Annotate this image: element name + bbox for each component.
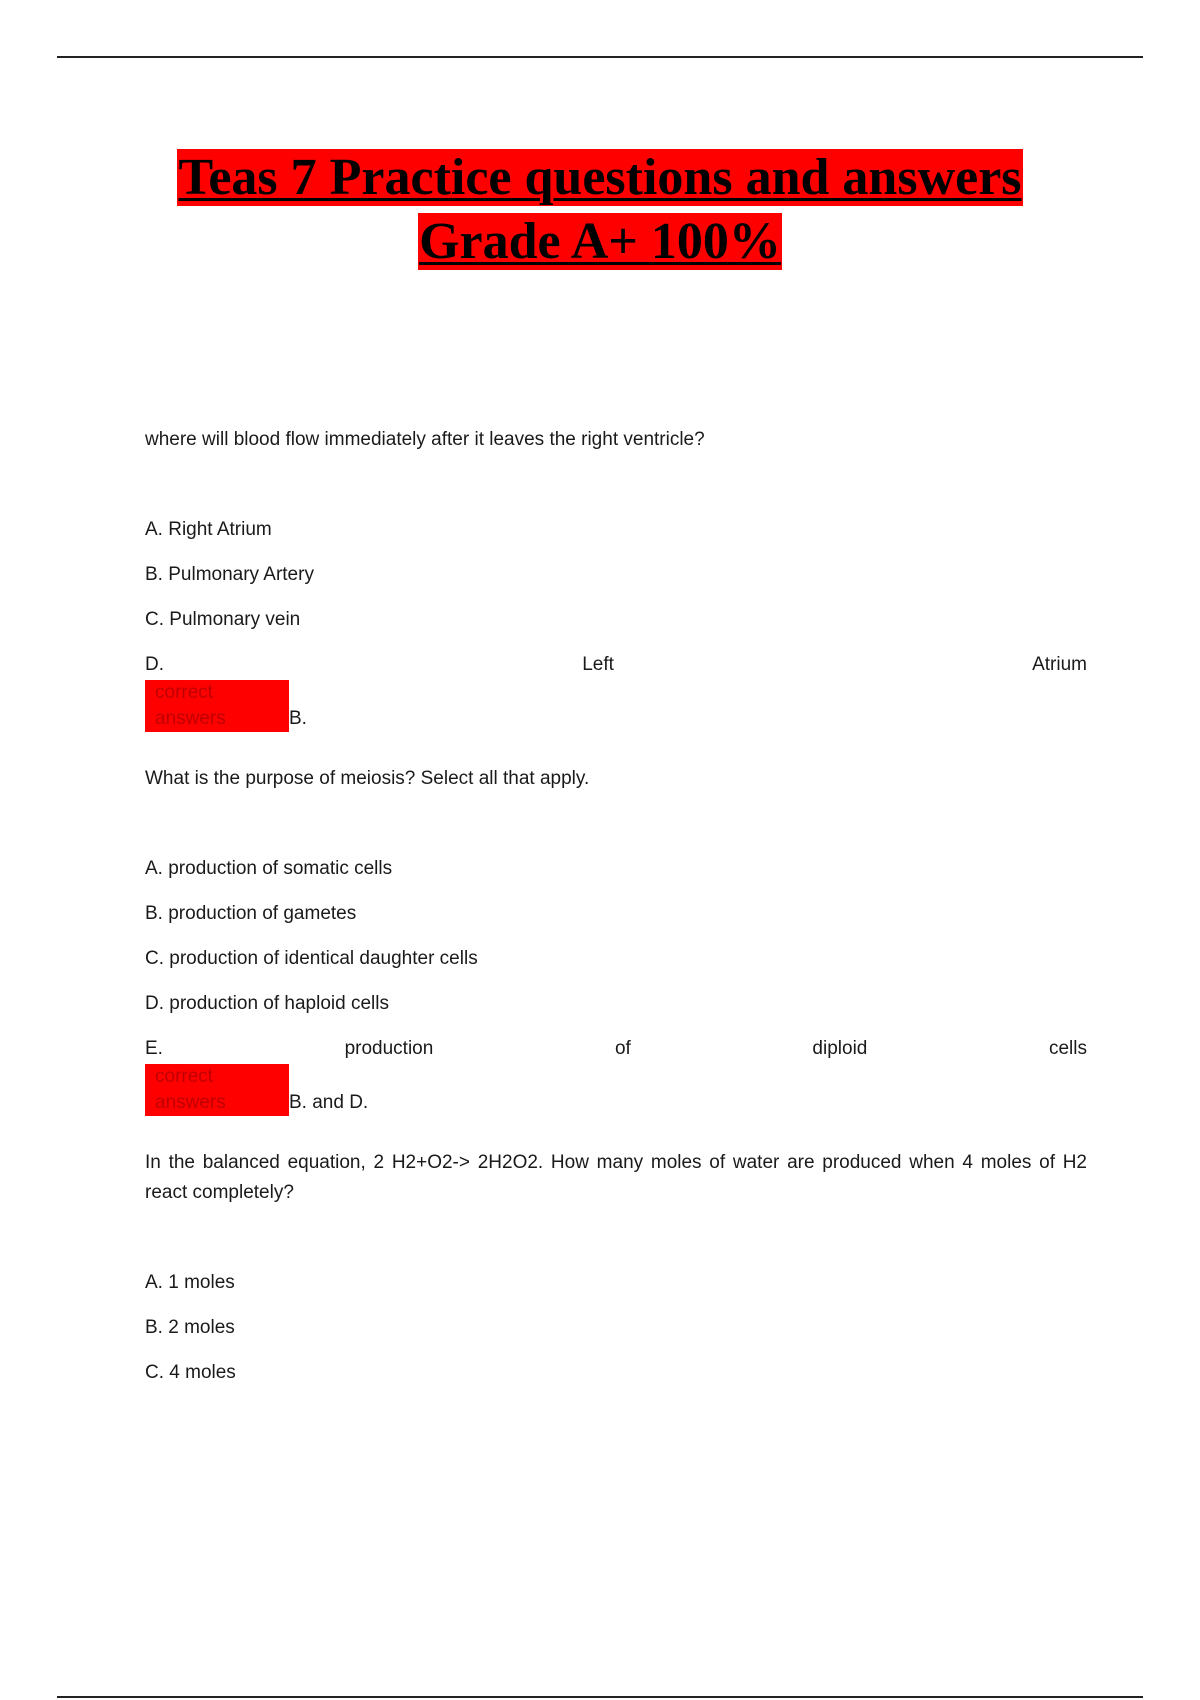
question-1 [145,425,1087,729]
footer-rule [57,1696,1143,1698]
option-part: diploid [812,1038,868,1059]
document-body [145,425,1087,1442]
answer-line [145,1064,1087,1113]
option: C. Pulmonary vein [145,609,301,630]
option: B. production of gametes [145,903,357,924]
question-text: In the balanced equation, 2 H2+O2-> 2H2O2. How many moles of water are produced when 4 moles of H2 react completely? [145,1152,1087,1203]
option: B. 2 moles [145,1317,235,1338]
option-part: cells [1048,1038,1087,1059]
option-part: Left [582,654,614,675]
option-justified [145,1034,1087,1064]
answer-label: correct answers [145,1064,289,1116]
title-line-1: Teas 7 Practice questions and answers [178,149,1022,206]
title-line-2: Grade A+ 100% [419,213,781,270]
option-part: E. [145,1038,163,1059]
option: D. production of haploid cells [145,993,389,1014]
option-justified [145,650,1087,680]
answer-value: B. and D. [289,1092,369,1113]
option: A. 1 moles [145,1272,235,1293]
document-title [0,146,1200,274]
option: C. production of identical daughter cells [145,948,478,969]
option-part: D. [145,654,164,675]
question-text: What is the purpose of meiosis? Select all that apply. [145,768,590,789]
answer-line [145,680,1087,729]
option-part: production [344,1038,434,1059]
option: A. Right Atrium [145,519,272,540]
answer-value: B. [289,708,307,729]
option-part: Atrium [1032,654,1087,675]
answer-label: correct answers [145,680,289,732]
question-2 [145,764,1087,1113]
question-3 [145,1148,1087,1388]
option: C. 4 moles [145,1362,236,1383]
option-part: of [614,1038,631,1059]
option: A. production of somatic cells [145,858,393,879]
header-rule [57,56,1143,58]
option: B. Pulmonary Artery [145,564,314,585]
question-text: where will blood flow immediately after it leaves the right ventricle? [145,429,705,450]
